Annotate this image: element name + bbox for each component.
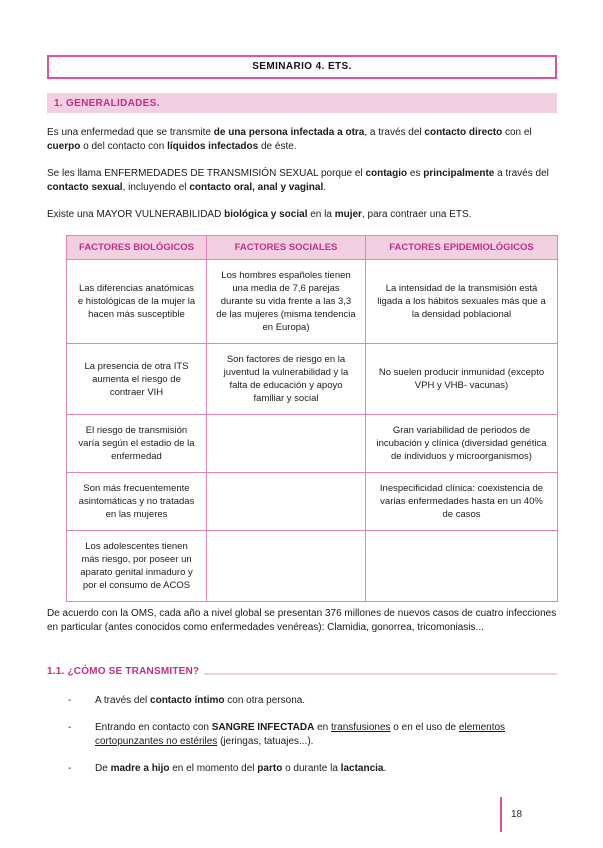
table-row bbox=[67, 260, 558, 344]
bullet-marker: - bbox=[68, 695, 72, 706]
bullet-text: De madre a hijo en el momento del parto o durante la lactancia. bbox=[95, 763, 387, 774]
table-cell: Inespecificidad clínica: coexistencia de varias enfermedades hasta en un 40% de casos bbox=[366, 473, 558, 531]
table-cell: Los hombres españoles tienen una media de 7,6 parejas durante su vida frente a las 3,3 de las mujeres (misma tendencia en Europa) bbox=[207, 260, 366, 344]
table-cell: Las diferencias anatómicas e histológicas de la mujer la hacen más susceptible bbox=[67, 260, 207, 344]
table-cell: La intensidad de la transmisión está ligada a los hábitos sexuales más que a la densidad poblacional bbox=[366, 260, 558, 344]
table-cell: Los adolescentes tienen más riesgo, por poseer un aparato genital inmaduro y por el consumo de ACOS bbox=[67, 531, 207, 602]
bullet-list bbox=[47, 694, 557, 776]
bullet-item bbox=[47, 694, 557, 708]
table-cell: No suelen producir inmunidad (excepto VPH y VHB- vacunas) bbox=[366, 344, 558, 415]
table-header-epidemiologicos: FACTORES EPIDEMIOLÓGICOS bbox=[366, 236, 558, 260]
section-heading-transmiten: 1.1. ¿CÓMO SE TRANSMITEN? bbox=[47, 666, 200, 677]
bullet-marker: - bbox=[68, 763, 72, 774]
document-title: SEMINARIO 4. ETS. bbox=[252, 61, 352, 72]
table-cell bbox=[207, 531, 366, 602]
paragraph-definition: Es una enfermedad que se transmite de una persona infectada a otra, a través del contacto directo con el cuerpo o del contacto con líquidos infectados de éste. bbox=[47, 127, 532, 152]
table-row bbox=[67, 415, 558, 473]
bullet-text: A través del contacto íntimo con otra persona. bbox=[95, 695, 306, 706]
table-cell: El riesgo de transmisión varía según el estadio de la enfermedad bbox=[67, 415, 207, 473]
table-row bbox=[67, 531, 558, 602]
bullet-text: Entrando en contacto con SANGRE INFECTADA en transfusiones o en el uso de elementos cortopunzantes no estériles (jeringas, tatuajes...). bbox=[95, 722, 506, 747]
table-cell: Gran variabilidad de periodos de incubación y clínica (diversidad genética de individuos y microorganismos) bbox=[366, 415, 558, 473]
table-cell: La presencia de otra ITS aumenta el riesgo de contraer VIH bbox=[67, 344, 207, 415]
document-title-box bbox=[47, 55, 557, 79]
heading-rule bbox=[204, 673, 557, 675]
factores-table bbox=[66, 235, 558, 602]
table-header-biologicos: FACTORES BIOLÓGICOS bbox=[67, 236, 207, 260]
table-cell: Son factores de riesgo en la juventud la vulnerabilidad y la falta de educación y apoyo familiar y social bbox=[207, 344, 366, 415]
bullet-marker: - bbox=[68, 722, 72, 733]
table-header-row bbox=[67, 236, 558, 260]
table-row bbox=[67, 344, 558, 415]
bullet-item bbox=[47, 721, 557, 749]
table-cell bbox=[207, 415, 366, 473]
paragraph-oms: De acuerdo con la OMS, cada año a nivel global se presentan 376 millones de nuevos casos de cuatro infecciones en particular (antes conocidos como enfermedades venéreas): Clamidia, gonorrea, tricomoniasis... bbox=[47, 608, 557, 633]
table-row bbox=[67, 473, 558, 531]
page-number-divider bbox=[500, 797, 502, 832]
table-header-sociales: FACTORES SOCIALES bbox=[207, 236, 366, 260]
table-cell: Son más frecuentemente asintomáticas y no tratadas en las mujeres bbox=[67, 473, 207, 531]
section-heading-generalidades: 1. GENERALIDADES. bbox=[47, 93, 557, 113]
page-number: 18 bbox=[511, 809, 523, 820]
section-heading-transmiten-row bbox=[47, 666, 557, 677]
paragraph-vulnerabilidad: Existe una MAYOR VULNERABILIDAD biológica y social en la mujer, para contraer una ETS. bbox=[47, 209, 472, 220]
page-content bbox=[47, 55, 557, 789]
table-cell bbox=[366, 531, 558, 602]
paragraph-nombre-ets: Se les llama ENFERMEDADES DE TRANSMISIÓN SEXUAL porque el contagio es principalmente a través del contacto sexual, incluyendo el contacto oral, anal y vaginal. bbox=[47, 168, 549, 193]
table-cell bbox=[207, 473, 366, 531]
bullet-item bbox=[47, 762, 557, 776]
page-footer bbox=[500, 797, 522, 832]
